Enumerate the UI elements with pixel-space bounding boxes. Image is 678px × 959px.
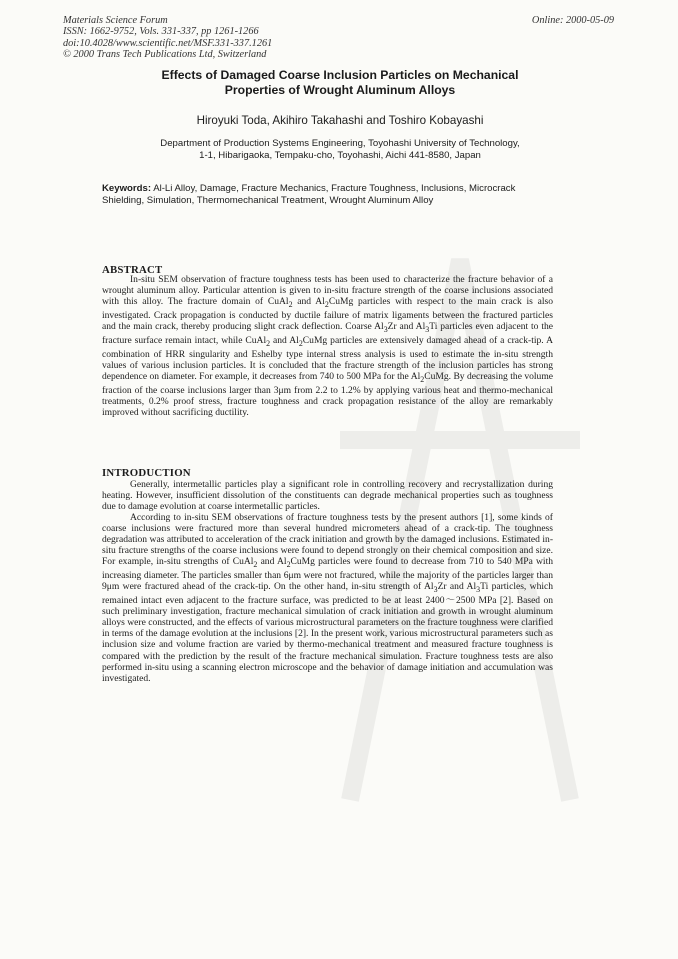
keywords-text: Al-Li Alloy, Damage, Fracture Mechanics, Fracture Toughness, Inclusions, Microcrack Shielding, Simulation, Thermomechanical Treatment, Wrought Aluminum Alloy bbox=[102, 183, 516, 206]
paper-title bbox=[100, 68, 580, 98]
author-list: Hiroyuki Toda, Akihiro Takahashi and Toshiro Kobayashi bbox=[196, 114, 484, 127]
affiliation-line-2: 1-1, Hibarigaoka, Tempaku-cho, Toyohashi, Aichi 441-8580, Japan bbox=[199, 150, 481, 161]
journal-header bbox=[63, 15, 272, 60]
affiliation bbox=[110, 138, 570, 162]
title-line-1: Effects of Damaged Coarse Inclusion Particles on Mechanical bbox=[161, 68, 519, 82]
affiliation-line-1: Department of Production Systems Engineering, Toyohashi University of Technology, bbox=[160, 138, 520, 149]
copyright-line: © 2000 Trans Tech Publications Ltd, Switzerland bbox=[63, 48, 267, 60]
introduction-heading: INTRODUCTION bbox=[102, 467, 191, 479]
issn-line: ISSN: 1662-9752, Vols. 331-337, pp 1261-1266 bbox=[63, 26, 259, 38]
intro-paragraph-1: Generally, intermetallic particles play a significant role in controlling recovery and recrystallization during heating. However, insufficient dissolution of the constituents can degrade mechanical properties such as toughness due to damage evolution at coarse intermetallic particles. bbox=[102, 479, 553, 513]
keywords-block bbox=[102, 183, 556, 207]
intro-paragraph-2: According to in-situ SEM observations of fracture toughness tests by the present authors [1], some kinds of coarse inclusions were fractured more than several hundred micrometers ahead of a crack-tip. The toughness degradation was attributed to acceleration of the crack initiation and growth by the damaged inclusions. Estimated in-situ fracture strengths of the coarse inclusions were found to depend strongly on their chemical composition and size. For example, in-situ strengths of CuAl$_2$ and $Al_2CuMg$ particles were found to decrease from 710 to 540 MPa with increasing diameter. The particles smaller than 6μm were not fractured, while the majority of the particles larger than 9μm were fractured ahead of the crack-tip. On the other hand, in-situ strength of $Al_3Zr$ and $Al_3Ti$ particles, which remained intact even adjacent to the fracture surface, was predicted to be at least 2400～2500 MPa [2]. Based on such preliminary investigation, fracture mechanical simulation of crack initiation and growth in wrought aluminum alloys were constructed, and the effects of various microstructural parameters on the fracture toughness were clarified in terms of the damage evolution at the inclusions [2]. In the present work, various microstructural parameters such as inclusion size and volume fraction are varied by thermo-mechanical treatment and measured fracture toughness is compared with the prediction by the result of the fracture mechanical simulation. Fracture toughness tests are also performed in-situ using a scanning electron microscope and the behavior of damage initiation and accumulation was investigated. bbox=[102, 512, 554, 684]
abstract-heading: ABSTRACT bbox=[102, 264, 163, 276]
title-line-2: Properties of Wrought Aluminum Alloys bbox=[224, 83, 456, 97]
online-date: Online: 2000-05-09 bbox=[531, 15, 614, 26]
introduction-body bbox=[102, 479, 553, 684]
abstract-body bbox=[102, 274, 553, 418]
doi-link[interactable]: doi:10.4028/www.scientific.net/MSF.331-337.1261 bbox=[63, 37, 273, 49]
abstract-paragraph: In-situ SEM observation of fracture toughness tests has been used to characterize the fracture behavior of a wrought aluminum alloy. Particular attention is given to in-situ fracture strength of the coarse inclusions associated with this alloy. The fracture domain of CuAl$_2$ and $Al_2CuMg$ particles with respect to the main crack is also investigated. Crack propagation is conducted by ductile failure of matrix ligaments between the fractured particles and the main crack, thereby producing slight crack deflection. Coarse $Al_3Zr$ and $Al_3Ti$ particles even adjacent to the fracture surface remain intact, while CuAl$_2$ and $Al_2CuMg$ particles are extensively damaged ahead of a crack-tip. A combination of HRR singularity and Eshelby type internal stress analysis is used to estimate the in-situ strength values of various inclusion particles. It is concluded that the fracture strength of the inclusion particles has strong dependence on diameter. For example, it decreases from 740 to 500 MPa for the $Al_2CuMg$. By decreasing the volume fraction of the coarse inclusions larger than 3μm from 2.2 to 1.2% by applying various heat and thermo-mechanical treatments, 0.2% proof stress, fracture toughness and crack propagation resistance of the alloy are remarkably improved without sacrificing ductility. bbox=[102, 274, 554, 419]
journal-name: Materials Science Forum bbox=[63, 15, 168, 26]
keywords-label: Keywords: bbox=[102, 183, 152, 194]
